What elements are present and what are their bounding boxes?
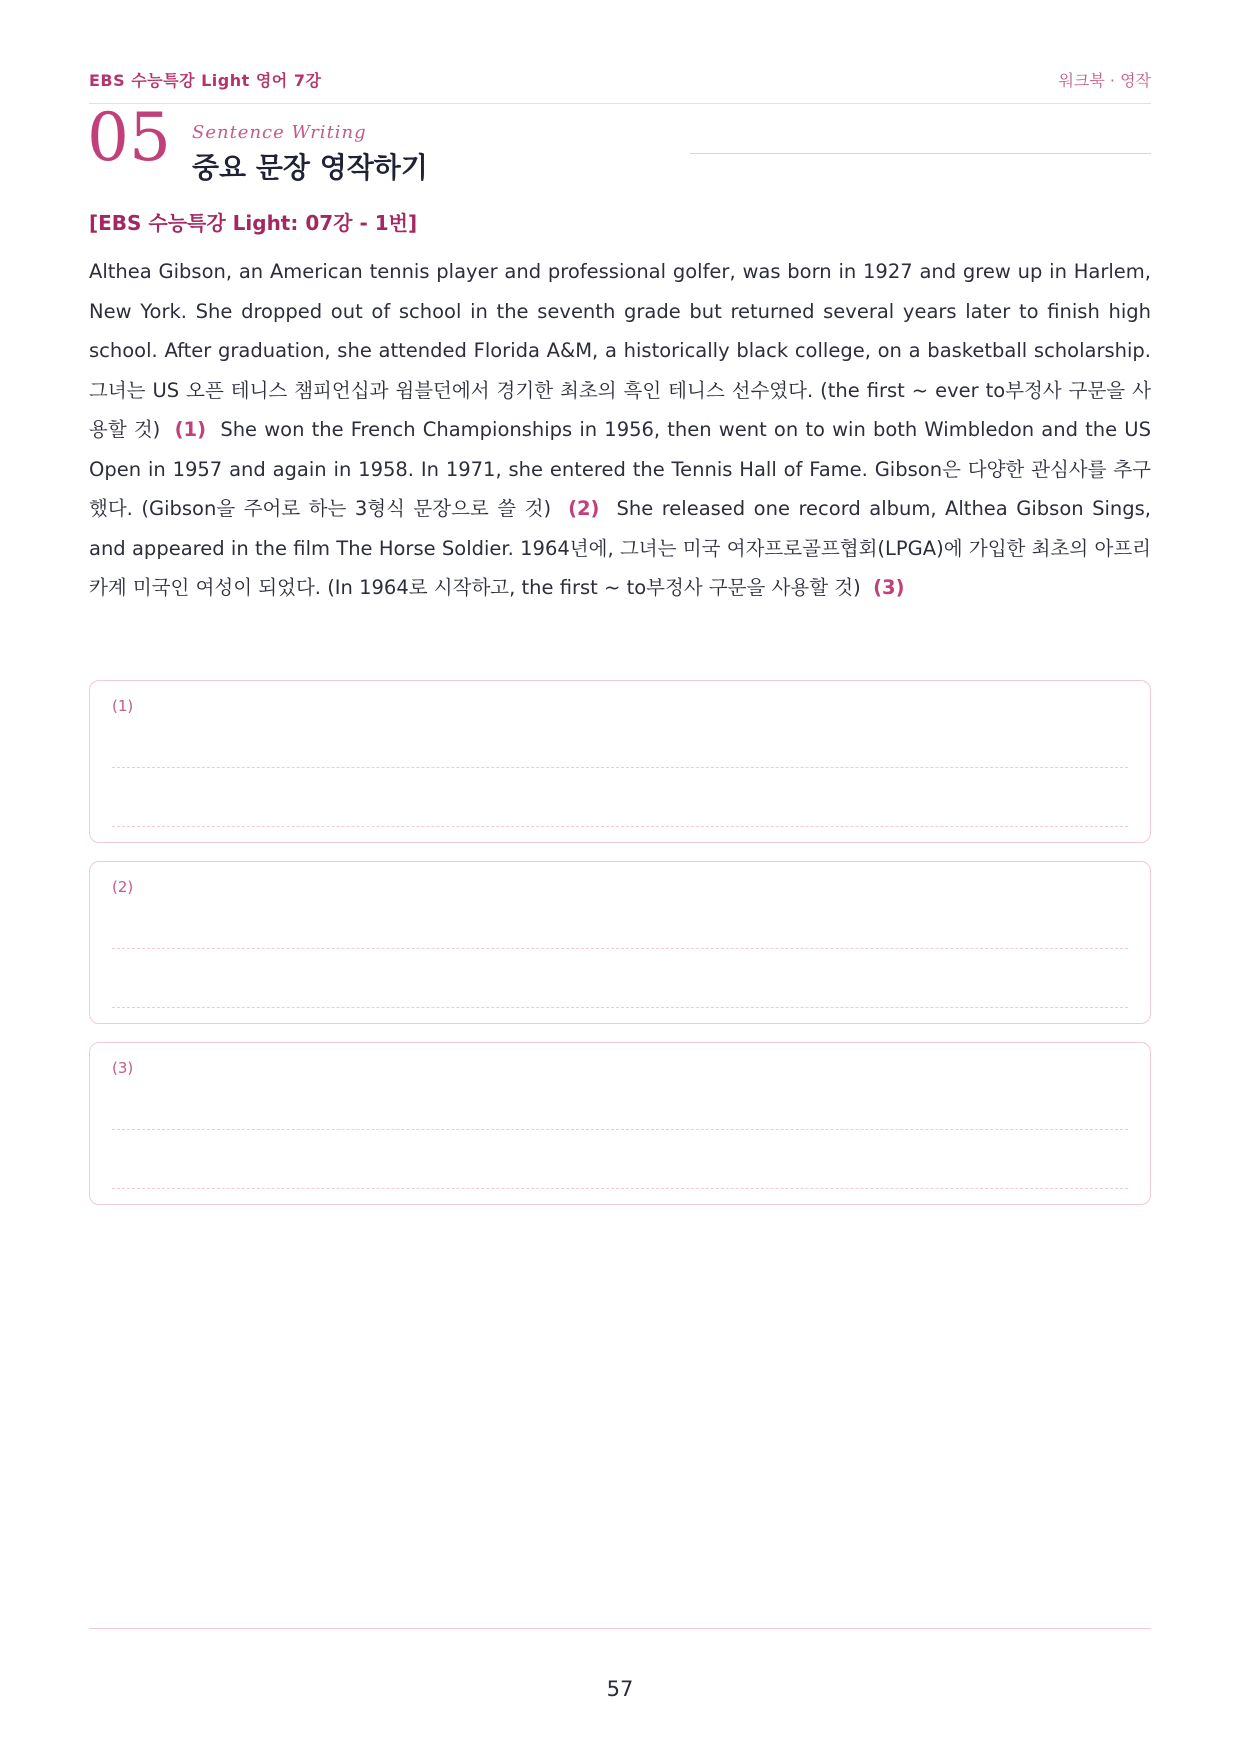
passage-paragraph: [89, 252, 1151, 608]
answer-number: (3): [112, 1059, 134, 1077]
answer-line: [112, 826, 1128, 827]
category-label: 워크북 · 영작: [1058, 71, 1151, 90]
passage-text-2: She won the French Championships in 1956, then went on to win both Wimbledon and the US Open in 1957 and again in 1958. In 1971, she entered the Tennis Hall of Fame. Gibson은 다양한 관심사를 추구했다. (Gibson을 주어로 하는 3형식 문장으로 쓸 것): [89, 418, 1151, 520]
blank-marker-1: (1): [174, 418, 206, 441]
answer-line: [112, 948, 1128, 949]
answer-box-3[interactable]: [89, 1042, 1151, 1205]
section-subtitle: Sentence Writing: [192, 122, 367, 143]
book-title: EBS 수능특강 Light 영어 7강: [89, 71, 322, 90]
answer-number: (2): [112, 878, 134, 896]
answer-box-2[interactable]: [89, 861, 1151, 1024]
blank-marker-3: (3): [873, 576, 905, 599]
answer-box-1[interactable]: [89, 680, 1151, 843]
page-number: 57: [606, 1677, 634, 1701]
section-title: 중요 문장 영작하기: [192, 151, 428, 184]
answer-line: [112, 1129, 1128, 1130]
section-title-rule: [690, 153, 1151, 154]
source-label: [EBS 수능특강 Light: 07강 - 1번]: [89, 211, 418, 235]
answer-line: [112, 1188, 1128, 1189]
passage-text-1: Althea Gibson, an American tennis player and professional golfer, was born in 1927 and grew up in Harlem, New York. She dropped out of school in the seventh grade but returned several years later to finish high school. After graduation, she attended Florida A&M, a historically black college, on a basketball scholarship. 그녀는 US 오픈 테니스 챔피언십과 윔블던에서 경기한 최초의 흑인 테니스 선수였다. (the first ~ ever to부정사 구문을 사용할 것): [89, 260, 1151, 441]
answer-line: [112, 1007, 1128, 1008]
footer-divider: [89, 1628, 1151, 1629]
section-number: 05: [87, 99, 171, 176]
header-divider: [89, 103, 1151, 104]
answer-line: [112, 767, 1128, 768]
passage-text-3: She released one record album, Althea Gibson Sings, and appeared in the film The Horse Soldier. 1964년에, 그녀는 미국 여자프로골프협회(LPGA)에 가입한 최초의 아프리카계 미국인 여성이 되었다. (In 1964로 시작하고, the first ~ to부정사 구문을 사용할 것): [89, 497, 1151, 599]
answer-number: (1): [112, 697, 134, 715]
passage: [89, 252, 1151, 608]
blank-marker-2: (2): [568, 497, 600, 520]
